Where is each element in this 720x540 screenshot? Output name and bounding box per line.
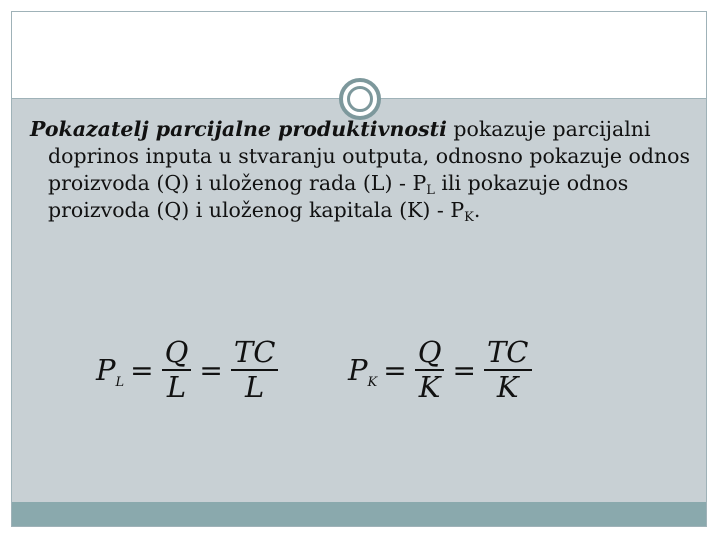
- formula-labor-fraction-tc-numerator: TC: [233, 335, 276, 370]
- circle-ornament-inner: [347, 86, 373, 112]
- formula-capital-equals-2: =: [452, 353, 476, 387]
- formula-capital-fraction-tc: [484, 336, 532, 404]
- formula-labor-equals-2: =: [199, 353, 223, 387]
- formula-capital-fraction-tc-numerator: TC: [486, 335, 529, 370]
- formula-labor-lhs: [96, 353, 125, 390]
- paragraph-text-part-3: .: [473, 198, 481, 222]
- body-paragraph: [30, 116, 708, 224]
- formula-labor-p-subscript: L: [115, 375, 125, 390]
- slide-footer-bar: [12, 502, 706, 526]
- paragraph-subscript-l: L: [426, 183, 435, 198]
- formula-capital-productivity: [348, 330, 534, 410]
- formula-labor-fraction-q-denominator: L: [166, 369, 187, 404]
- formula-labor-fraction-q: [162, 336, 192, 404]
- paragraph-subscript-k: K: [464, 210, 474, 225]
- formula-labor-fraction-tc-denominator: L: [245, 369, 265, 404]
- paragraph-text-part-2: ili pokazuje odnos proizvoda (Q) i uloženog kapitala (K) - P: [48, 171, 629, 222]
- formula-capital-equals-1: =: [383, 353, 407, 387]
- formula-capital-fraction-q-denominator: K: [418, 369, 441, 404]
- formula-capital-fraction-tc-denominator: K: [496, 369, 519, 404]
- formula-capital-p: P: [348, 353, 368, 387]
- paragraph-text-part-1: pokazuje parcijalni doprinos inputa u stvaranju outputa, odnosno pokazuje odnos proizvoda (Q) i uloženog rada (L) - P: [48, 117, 691, 195]
- circle-ornament-icon: [339, 78, 381, 120]
- formula-labor-p: P: [96, 353, 116, 387]
- formula-labor-equals-1: =: [130, 353, 154, 387]
- formula-capital-lhs: [348, 353, 378, 390]
- formula-labor-productivity: [96, 330, 280, 410]
- paragraph-lead-term: Pokazatelj parcijalne produktivnosti: [30, 117, 447, 141]
- formula-labor-fraction-tc: [231, 336, 279, 404]
- formula-labor-fraction-q-numerator: Q: [164, 335, 189, 370]
- formula-capital-p-subscript: K: [367, 375, 378, 390]
- formula-capital-fraction-q-numerator: Q: [417, 335, 442, 370]
- formula-capital-fraction-q: [415, 336, 445, 404]
